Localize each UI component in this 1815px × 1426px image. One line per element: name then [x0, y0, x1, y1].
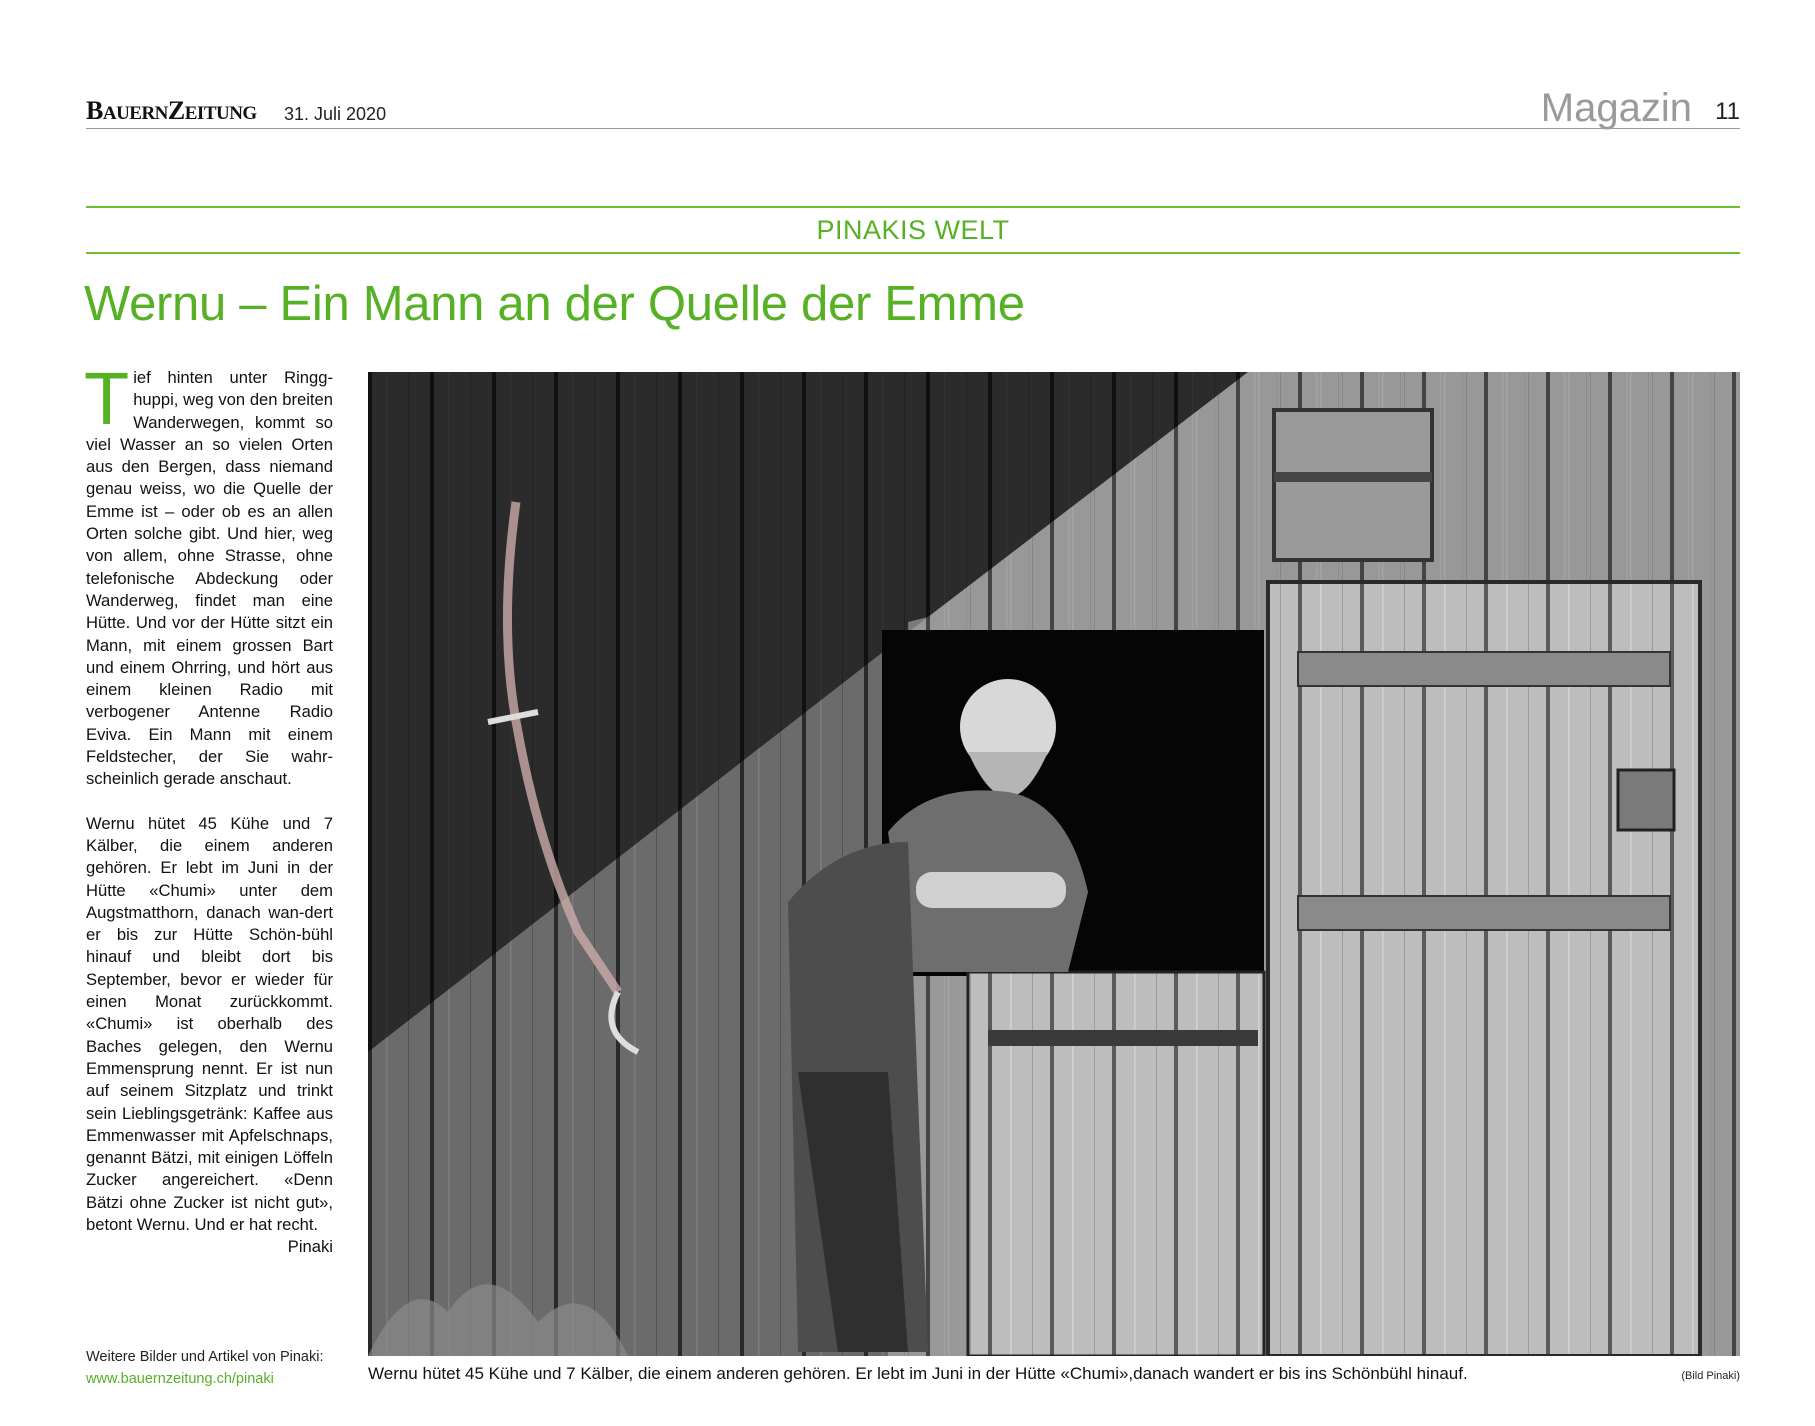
photo-credit: (Bild Pinaki) — [1681, 1370, 1740, 1382]
section-title: Magazin — [1540, 86, 1692, 130]
rubric-label: PINAKIS WELT — [816, 215, 1010, 245]
issue-date: 31. Juli 2020 — [284, 104, 387, 124]
article-paragraph-2: Wernu hütet 45 Kühe und 7 Kälber, die einem anderen gehören. Er lebt im Juni in der Hütte «Chumi» unter dem Augstmatthorn, danach wan-dert er bis zur Hütte Schön-bühl hinauf und bleibt dort bis September, bevor er wieder für einen Monat zurückkommt. «Chumi» ist oberhalb des Baches gelegen, den Wernu Emmensprung nennt. Er ist nun auf seinem Sitzplatz und trinkt sein Lieblingsgetränk: Kaffee aus Emmenwasser mit Apfelschnaps, genannt Bätzi, mit einigen Löffeln Zucker angereichert. «Denn Bätzi ohne Zucker ist nicht gut», betont Wernu. Und er hat recht. Pinaki — [86, 813, 333, 1237]
masthead — [86, 86, 1740, 130]
barn-photo-illustration — [368, 372, 1740, 1356]
article-paragraph-1: Tief hinten unter Ringg-huppi, weg von den breiten Wanderwegen, kommt so viel Wasser an so vielen Orten aus den Bergen, dass niemand genau weiss, wo die Quelle der Emme ist – oder ob es an allen Orten solche gibt. Und hier, weg von allem, ohne Strasse, ohne telefonische Abdeckung oder Wanderweg, findet man eine Hütte. Und vor der Hütte sitzt ein Mann, mit einem grossen Bart und einem Ohrring, und hört aus einem kleinen Radio mit verbogener Antenne Radio Eviva. Ein Mann mit einem Feldstecher, der Sie wahr-scheinlich gerade anschaut. — [84, 357, 333, 789]
drop-cap: T — [84, 357, 130, 440]
author-signature: Pinaki — [287, 1237, 333, 1257]
newspaper-logo: BAUERNZEITUNG — [86, 96, 257, 125]
article-headline: Wernu – Ein Mann an der Quelle der Emme — [84, 277, 1025, 331]
pinaki-link[interactable]: www.bauernzeitung.ch/pinaki — [86, 1371, 274, 1387]
rubric-bar — [86, 206, 1740, 254]
article-photo — [368, 372, 1740, 1356]
photo-caption: Wernu hütet 45 Kühe und 7 Kälber, die einem anderen gehören. Er lebt im Juni in der Hütte «Chumi»,danach wandert er bis ins Schönbühl hinauf. — [368, 1364, 1468, 1383]
article-body — [84, 357, 333, 1259]
more-articles-note — [86, 1346, 324, 1390]
more-articles-label: Weitere Bilder und Artikel von Pinaki: — [86, 1349, 324, 1365]
page-number: 11 — [1715, 98, 1740, 125]
